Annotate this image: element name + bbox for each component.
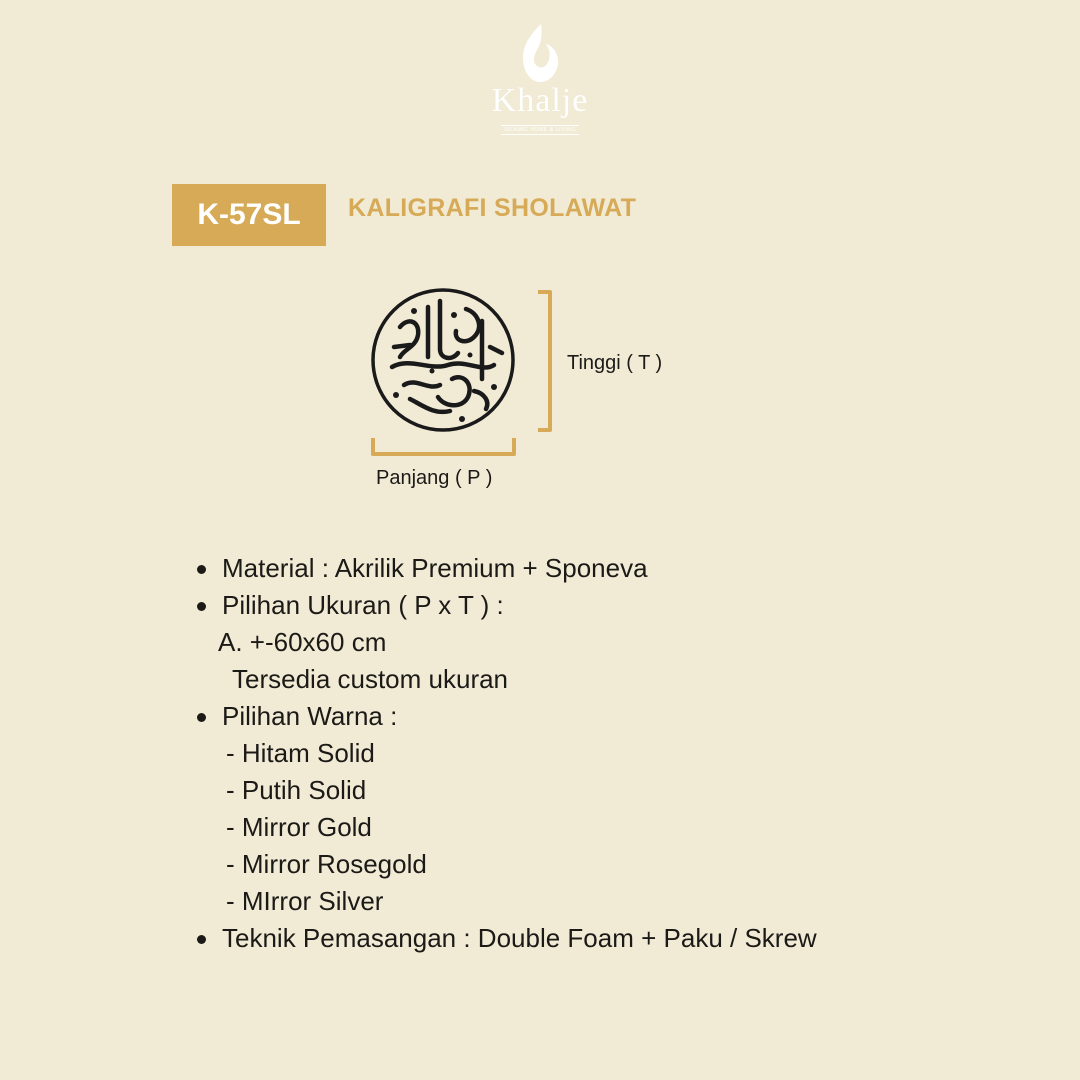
bullet-icon: [197, 713, 206, 722]
width-label: Panjang ( P ): [376, 467, 493, 489]
color-option: - Putih Solid: [226, 775, 367, 805]
spec-size-custom: Tersedia custom ukuran: [232, 664, 509, 694]
calligraphy-medallion-image: [370, 287, 516, 433]
brand-name: Khalje: [491, 82, 589, 119]
product-name: KALIGRAFI SHOLAWAT: [348, 194, 637, 222]
color-option: - Hitam Solid: [226, 738, 375, 768]
brand-tagline: ISLAMIC HOME & LIVING: [501, 125, 579, 135]
height-label: Tinggi ( T ): [567, 352, 663, 374]
bullet-icon: [197, 602, 206, 611]
brand-logo: [470, 22, 610, 134]
bullet-icon: [197, 935, 206, 944]
spec-size-title: Pilihan Ukuran ( P x T ) :: [222, 590, 504, 620]
flame-logo-icon: [517, 22, 563, 84]
color-option: - Mirror Rosegold: [226, 849, 427, 879]
spec-material: Material : Akrilik Premium + Sponeva: [222, 553, 648, 583]
bullet-icon: [197, 565, 206, 574]
width-bracket-icon: [370, 436, 517, 458]
spec-size-option: A. +-60x60 cm: [218, 627, 387, 657]
spec-color-title: Pilihan Warna :: [222, 701, 398, 731]
product-code-badge: K-57SL: [172, 184, 326, 246]
height-bracket-icon: [536, 290, 554, 432]
color-option: - MIrror Silver: [226, 886, 384, 916]
spec-install: Teknik Pemasangan : Double Foam + Paku / Skrew: [222, 923, 817, 953]
color-option: - Mirror Gold: [226, 812, 372, 842]
